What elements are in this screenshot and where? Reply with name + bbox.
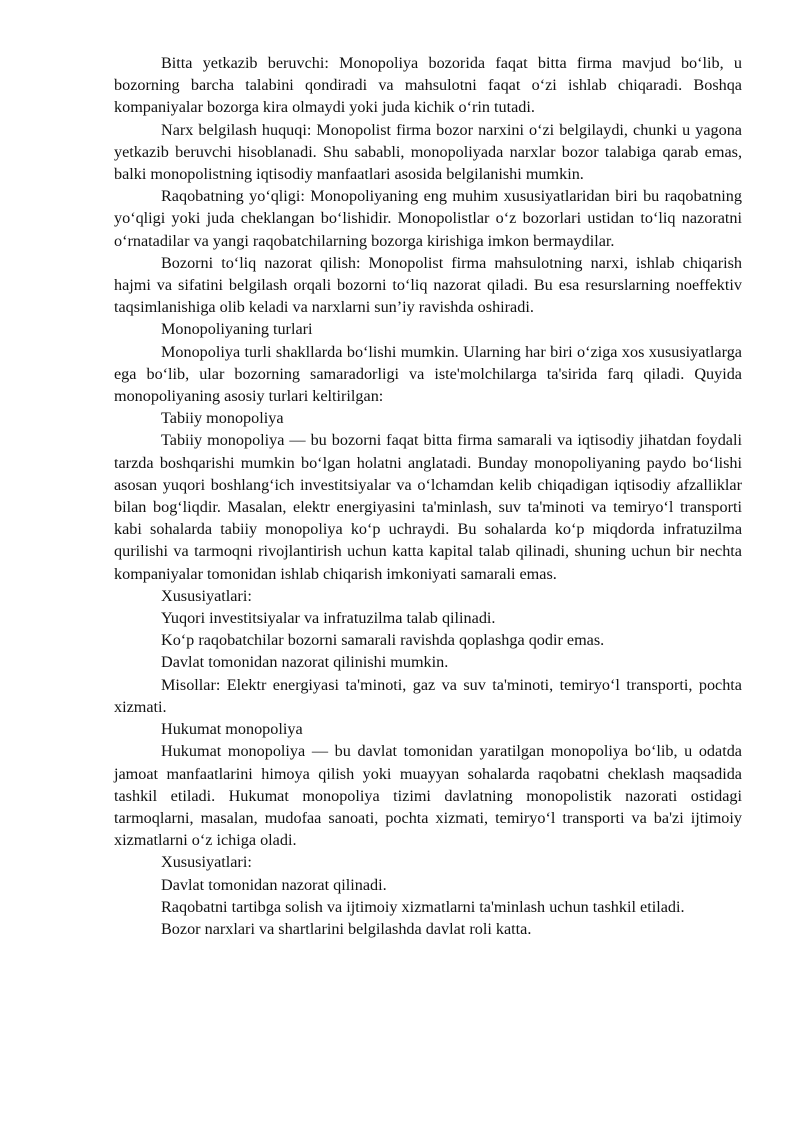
paragraph-government-monopoly: Hukumat monopoliya — bu davlat tomonidan yaratilgan monopoliya bo‘lib, u odatda jamoat manfaatlarini himoya qilish yoki muayyan sohalarda raqobatni cheklash maqsadida tashkil etiladi. Hukumat monopoliya tizimi davlatning monopolistik nazorati ostidagi tarmoqlarni, masalan, mudofaa sanoati, pochta xizmati, temiryo‘l transporti va ba'zi ijtimoiy xizmatlarni o‘z ichiga oladi. <box>114 742 742 850</box>
list-item-natural-feature: Yuqori investitsiyalar va infratuzilma talab qilinadi. <box>161 609 496 628</box>
heading-natural-monopoly: Tabiiy monopoliya <box>161 409 284 428</box>
heading-features-government: Xususiyatlari: <box>161 853 252 872</box>
heading-government-monopoly: Hukumat monopoliya <box>161 720 303 739</box>
list-item-government-feature: Raqobatni tartibga solish va ijtimoiy xizmatlarni ta'minlash uchun tashkil etiladi. <box>161 897 685 916</box>
list-item-government-feature: Davlat tomonidan nazorat qilinadi. <box>161 875 387 894</box>
list-item-natural-feature: Davlat tomonidan nazorat qilinishi mumkin. <box>161 653 449 672</box>
heading-features-natural: Xususiyatlari: <box>161 586 252 605</box>
paragraph-natural-examples: Misollar: Elektr energiyasi ta'minoti, gaz va suv ta'minoti, temiryo‘l transporti, pochta xizmati. <box>114 675 742 716</box>
document-page <box>114 52 742 940</box>
list-item-natural-feature: Ko‘p raqobatchilar bozorni samarali ravishda qoplashga qodir emas. <box>161 631 605 650</box>
paragraph-single-supplier: Bitta yetkazib beruvchi: Monopoliya bozorida faqat bitta firma mavjud bo‘lib, u bozorning barcha talabini qondiradi va mahsulotni faqat o‘zi ishlab chiqaradi. Boshqa kompaniyalar bozorga kira olmaydi yoki juda kichik o‘rin tutadi. <box>114 54 742 117</box>
list-item-government-feature: Bozor narxlari va shartlarini belgilashda davlat roli katta. <box>161 919 532 938</box>
paragraph-pricing-right: Narx belgilash huquqi: Monopolist firma bozor narxini o‘zi belgilaydi, chunki u yagona yetkazib beruvchi hisoblanadi. Shu sababli, monopoliyada narxlar bozor talabiga qarab emas, balki monopolistning iqtisodiy manfaatlari asosida belgilanishi mumkin. <box>114 120 742 184</box>
paragraph-natural-monopoly: Tabiiy monopoliya — bu bozorni faqat bitta firma samarali va iqtisodiy jihatdan foydali tarzda boshqarishi mumkin bo‘lgan holatni anglatadi. Bunday monopoliyaning paydo bo‘lishi asosan yuqori boshlang‘ich investitsiyalar va o‘lchamdan kelib chiqadigan iqtisodiy afzalliklar bilan bog‘liqdir. Masalan, elektr energiyasini ta'minlash, suv ta'minoti va temiryo‘l transporti kabi sohalarda tabiiy monopoliya ko‘p uchraydi. Bu sohalarda ko‘p miqdorda infratuzilma qurilishi va tarmoqni rivojlantirish uchun katta kapital talab qilinadi, shuning uchun bir nechta kompaniyalar tomonidan ishlab chiqarish imkoniyati samarali emas. <box>114 431 742 583</box>
paragraph-types-intro: Monopoliya turli shakllarda bo‘lishi mumkin. Ularning har biri o‘ziga xos xususiyatlarga ega bo‘lib, ular bozorning samaradorligi va iste'molchilarga ta'sirida farq qiladi. Quyida monopoliyaning asosiy turlari keltirilgan: <box>114 342 742 406</box>
heading-monopoly-types: Monopoliyaning turlari <box>161 320 313 339</box>
paragraph-no-competition: Raqobatning yo‘qligi: Monopoliyaning eng muhim xususiyatlaridan biri bu raqobatning yo‘qligi yoki juda cheklangan bo‘lishidir. Monopolistlar o‘z bozorlari ustidan to‘liq nazoratni o‘rnatadilar va yangi raqobatchilarning bozorga kirishiga imkon bermaydilar. <box>114 187 742 250</box>
paragraph-full-market-control: Bozorni to‘liq nazorat qilish: Monopolist firma mahsulotning narxi, ishlab chiqarish hajmi va sifatini belgilash orqali bozorni to‘liq nazorat qiladi. Bu esa resurslarning noeffektiv taqsimlanishiga olib keladi va narxlarni sun’iy ravishda oshiradi. <box>114 253 742 317</box>
